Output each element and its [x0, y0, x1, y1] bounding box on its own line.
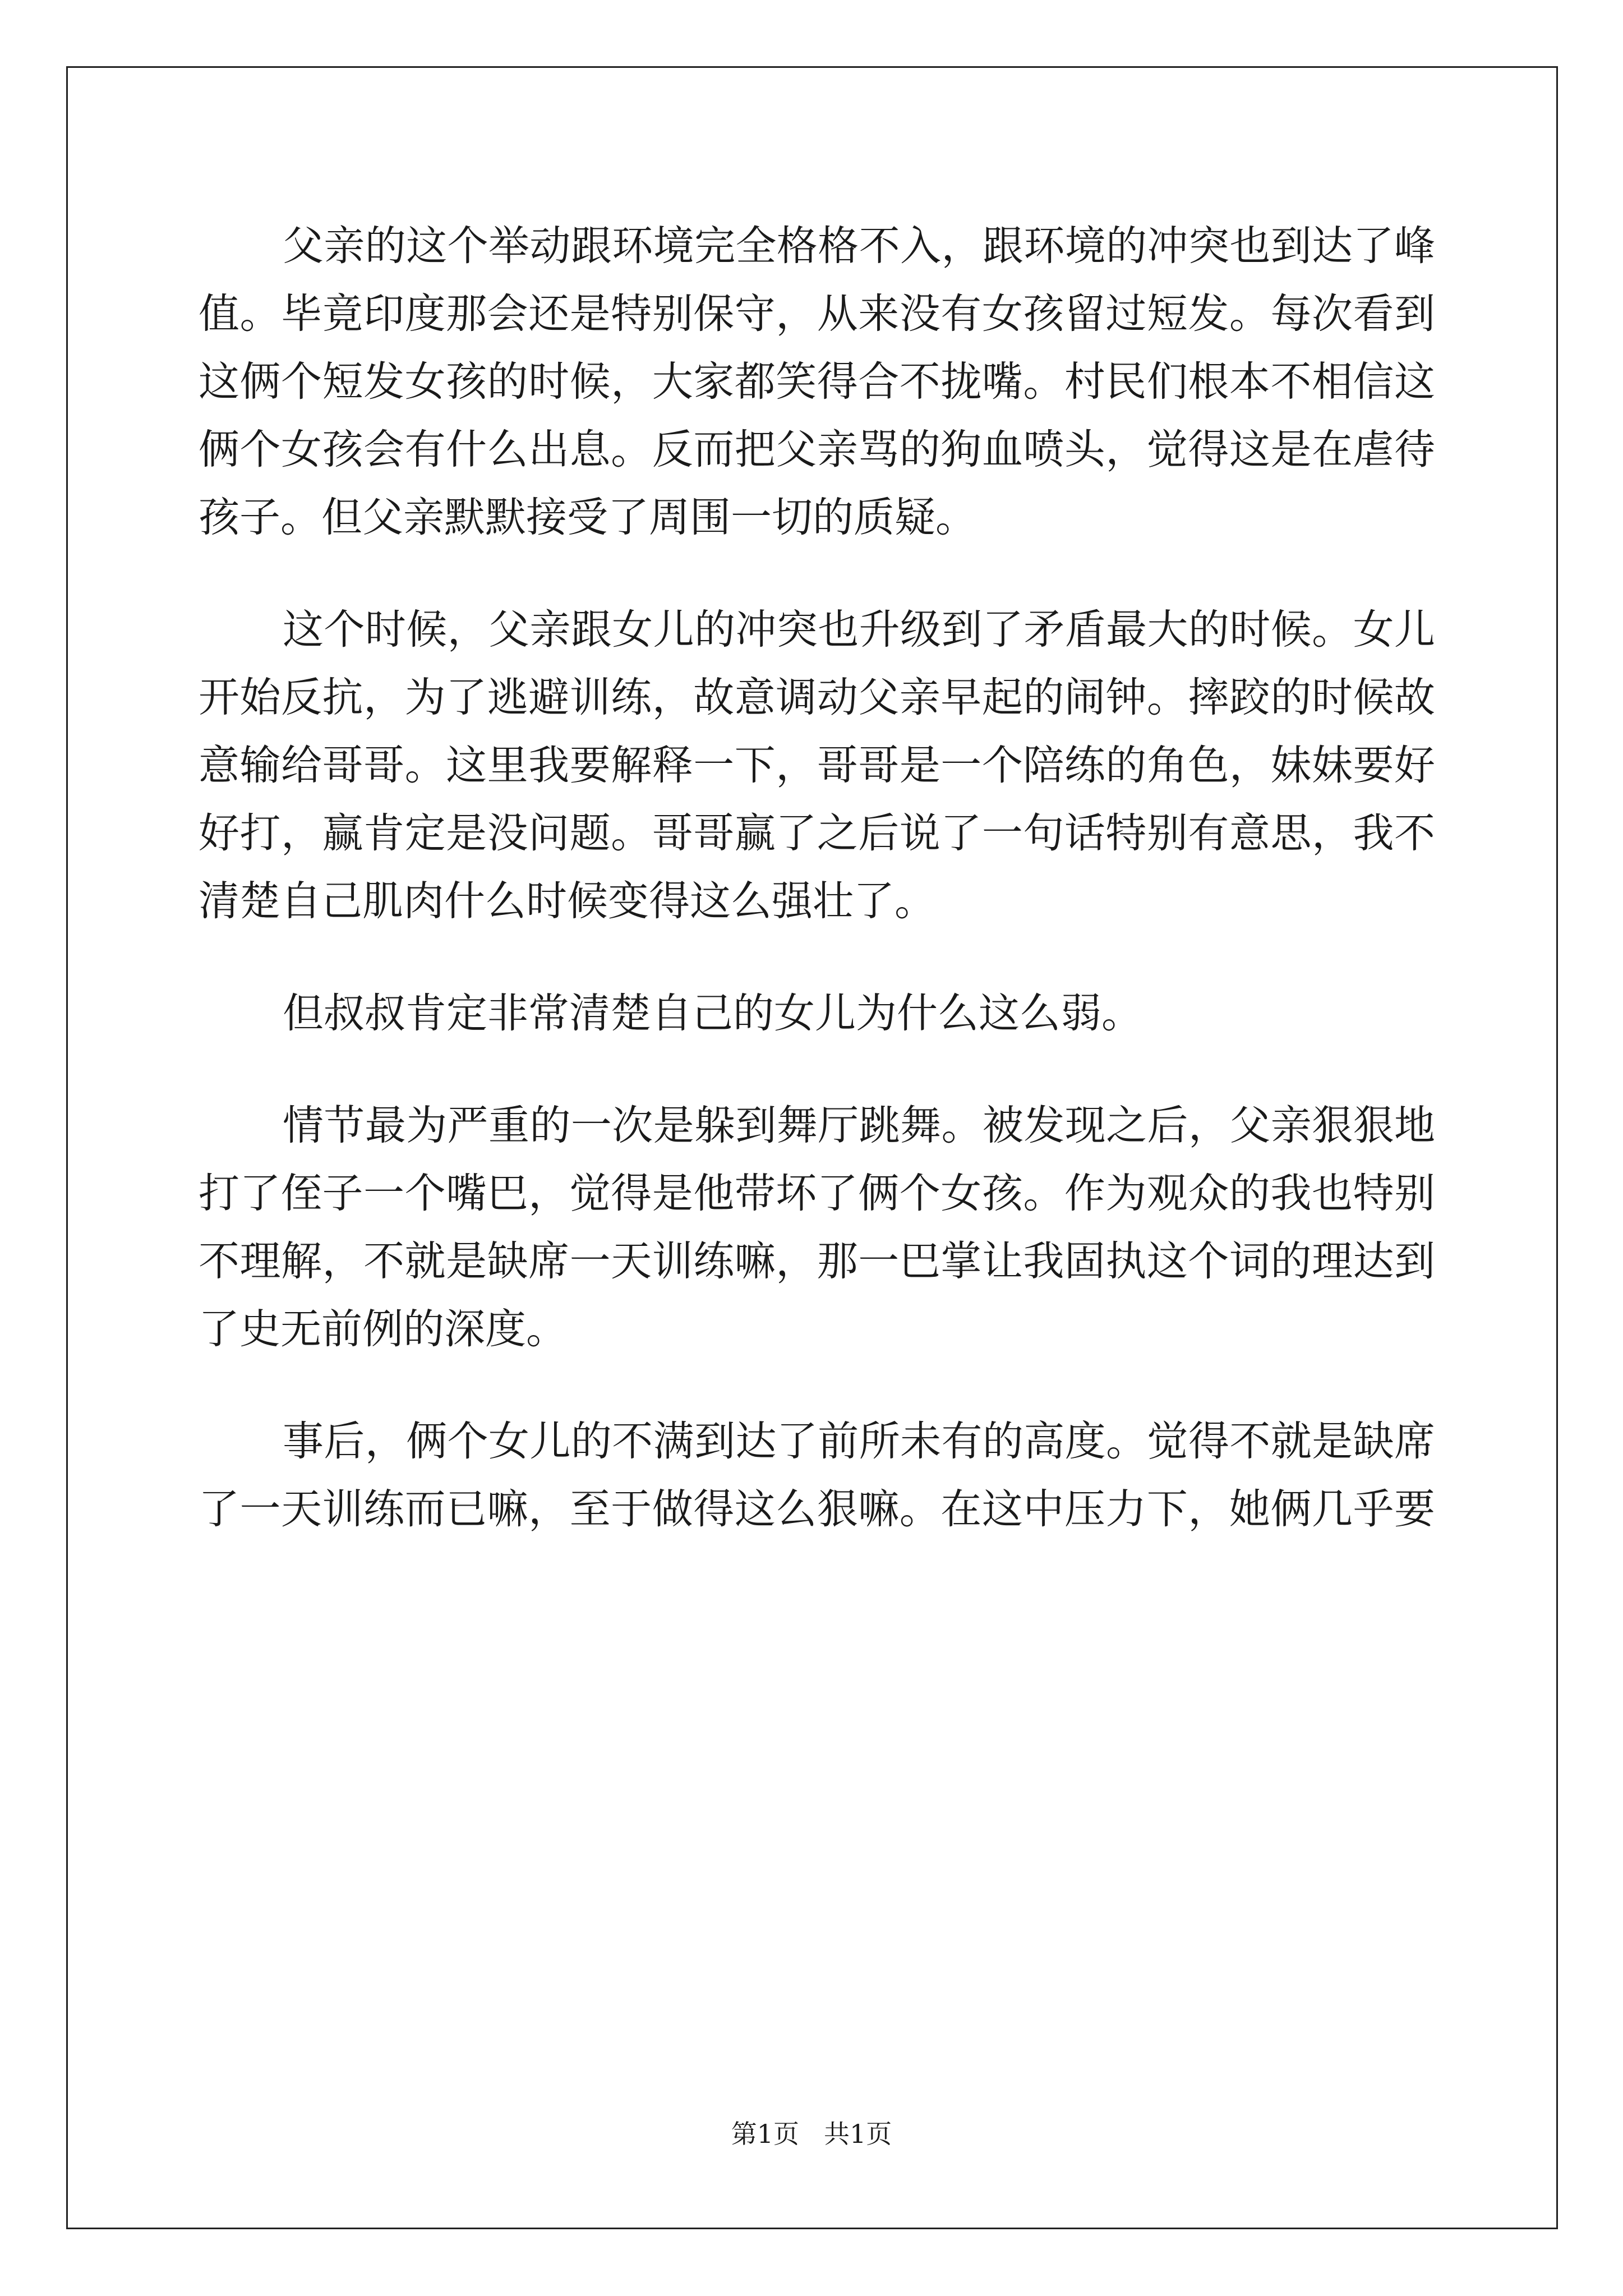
- text-line: 好打，赢肯定是没问题。哥哥赢了之后说了一句话特别有意思，我不: [199, 809, 1435, 857]
- text-line: 值。毕竟印度那会还是特别保守，从来没有女孩留过短发。每次看到: [199, 290, 1435, 338]
- text-line: 不理解，不就是缺席一天训练嘛，那一巴掌让我固执这个词的理达到: [199, 1237, 1435, 1285]
- text-line: 清楚自己肌肉什么时候变得这么强壮了。: [199, 877, 935, 925]
- text-line: 了史无前例的深度。: [199, 1305, 567, 1353]
- page-total: 共1页: [823, 2119, 892, 2149]
- text-line: 但叔叔肯定非常清楚自己的女儿为什么这么弱。: [283, 990, 1142, 1037]
- page-footer: [0, 2114, 1623, 2151]
- text-line: 父亲的这个举动跟环境完全格格不入，跟环境的冲突也到达了峰: [283, 222, 1435, 270]
- text-line: 这个时候，父亲跟女儿的冲突也升级到了矛盾最大的时候。女儿: [283, 606, 1435, 654]
- text-line: 打了侄子一个嘴巴，觉得是他带坏了俩个女孩。作为观众的我也特别: [199, 1170, 1435, 1217]
- text-line: 开始反抗，为了逃避训练，故意调动父亲早起的闹钟。摔跤的时候故: [199, 674, 1435, 721]
- text-line: 情节最为严重的一次是躲到舞厅跳舞。被发现之后，父亲狠狠地: [283, 1102, 1435, 1149]
- text-line: 俩个女孩会有什么出息。反而把父亲骂的狗血喷头，觉得这是在虐待: [199, 426, 1435, 473]
- text-line: 这俩个短发女孩的时候，大家都笑得合不拢嘴。村民们根本不相信这: [199, 358, 1435, 406]
- text-line: 意输给哥哥。这里我要解释一下，哥哥是一个陪练的角色，妹妹要好: [199, 742, 1435, 789]
- text-line: 事后，俩个女儿的不满到达了前所未有的高度。觉得不就是缺席: [283, 1418, 1435, 1465]
- page-number: 第1页: [731, 2119, 800, 2149]
- document-body: [199, 212, 1435, 1543]
- text-line: 了一天训练而已嘛，至于做得这么狠嘛。在这中压力下，她俩几乎要: [199, 1485, 1435, 1533]
- text-line: 孩子。但父亲默默接受了周围一切的质疑。: [199, 494, 976, 541]
